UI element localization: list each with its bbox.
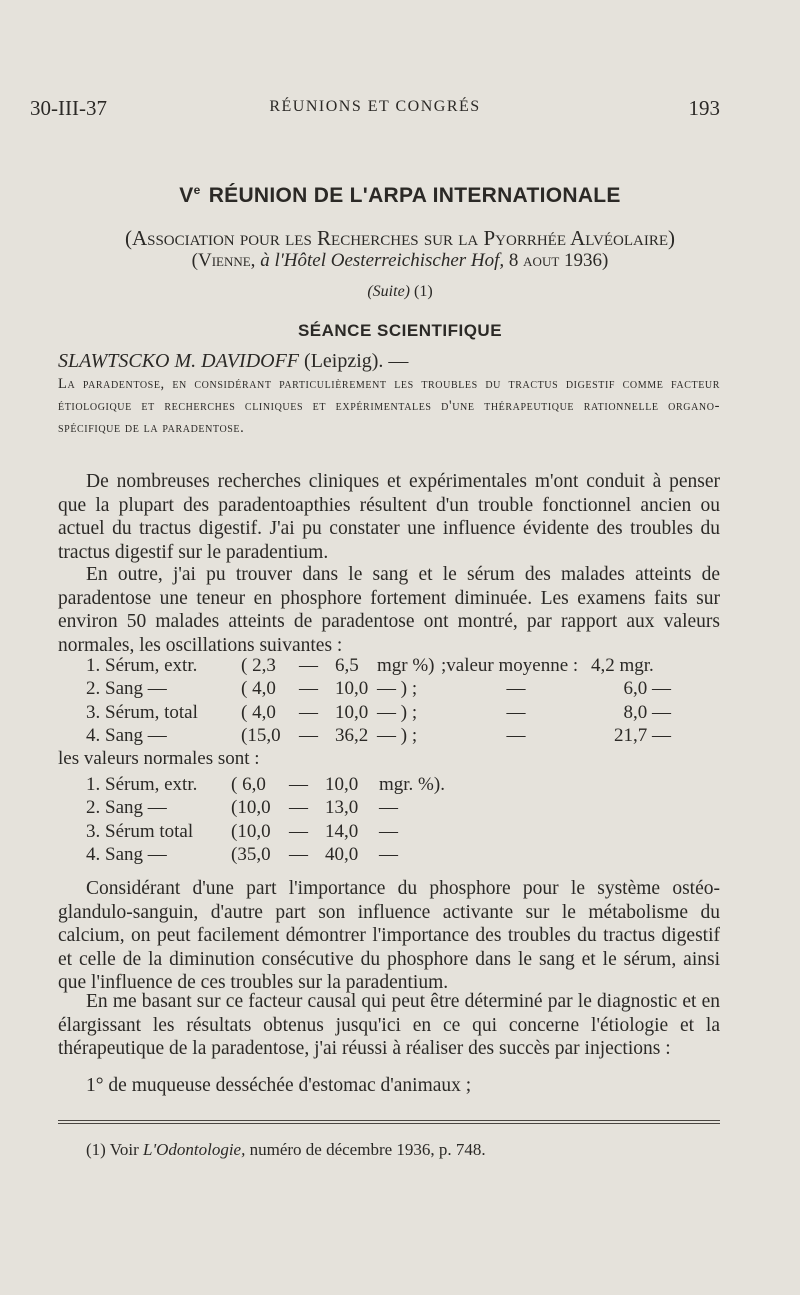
table-cell: (10,0 xyxy=(231,797,271,819)
title-text: RÉUNION DE L'ARPA INTERNATIONALE xyxy=(208,184,621,207)
footnote-journal: L'Odontologie, xyxy=(143,1140,246,1159)
footnote-rule-top xyxy=(58,1120,720,1121)
header-section: RÉUNIONS ET CONGRÉS xyxy=(269,98,481,115)
table-cell: 4. Sang — xyxy=(86,725,167,747)
paragraph-2-text: En outre, j'ai pu trouver dans le sang et le sérum des malades atteints de paradentose une teneur en phosphore fortement diminuée. Les examens faits sur environ 50 malades atteints de paradentose ont montré, par rapport aux valeurs normales, les oscillations suivantes : xyxy=(58,564,720,656)
table-cell: 1. Sérum, extr. xyxy=(86,654,198,676)
table-cell: 14,0 xyxy=(325,820,359,842)
table-cell: 2. Sang — xyxy=(86,797,167,819)
table-cell: — ) ; xyxy=(377,725,418,747)
title-superscript: e xyxy=(193,183,201,197)
table-cell: 21,7 — xyxy=(614,725,671,747)
table-cell: (15,0 xyxy=(241,725,281,747)
section-title: SÉANCE SCIENTIFIQUE xyxy=(297,321,503,340)
suite-italic: (Suite) xyxy=(367,283,410,300)
table-cell: 3. Sérum, total xyxy=(86,701,198,723)
table-cell: — ) ; xyxy=(377,678,418,700)
header-date: 30-III-37 xyxy=(30,96,107,120)
table-row xyxy=(86,701,671,725)
table-row xyxy=(86,797,445,821)
table-cell: 6,0 — xyxy=(623,678,671,700)
table-row xyxy=(86,678,671,702)
normal-values-label: les valeurs normales sont : xyxy=(58,748,260,769)
table-cell: — xyxy=(506,725,526,747)
page-number: 193 xyxy=(688,96,720,120)
author-name: SLAWTSCKO M. DAVIDOFF xyxy=(58,350,300,372)
table-cell: — xyxy=(299,701,318,723)
table-cell: — xyxy=(299,725,318,747)
table-cell: ( 4,0 xyxy=(241,678,276,700)
table-cell: mgr. %). xyxy=(379,773,445,795)
title-numeral: V xyxy=(179,184,194,207)
place-italic: à l'Hôtel Oesterreichischer Hof, xyxy=(260,250,505,271)
table-cell: 10,0 xyxy=(335,678,369,700)
table-cell: 8,0 — xyxy=(623,701,671,723)
table-cell: — xyxy=(379,844,398,866)
footnote xyxy=(86,1140,486,1160)
paper-title: La paradentose, en considérant particulièrement les troubles du tractus digestif comme facteur étiologique et recherches cliniques et expérimentales d'une thérapeutique rationnelle organo-spécifique de la paradentose. xyxy=(58,376,720,436)
suite-note: (1) xyxy=(414,283,433,300)
author-block xyxy=(58,350,720,439)
footnote-rest: numéro de décembre 1936, p. 748. xyxy=(249,1140,486,1159)
table-cell: ;valeur moyenne : xyxy=(441,654,579,676)
table-cell: — xyxy=(299,654,318,676)
table-cell: — xyxy=(379,820,398,842)
table-cell: — xyxy=(506,701,526,723)
footnote-prefix: Voir xyxy=(109,1140,139,1159)
table-cell: 2. Sang — xyxy=(86,678,167,700)
patient-values-table xyxy=(86,654,671,748)
list-item-1: 1° de muqueuse desséchée d'estomac d'animaux ; xyxy=(86,1075,472,1096)
table-cell: — xyxy=(506,678,526,700)
association-line: (Association pour les Recherches sur la Pyorrhée Alvéolaire) xyxy=(124,226,676,250)
table-cell: — xyxy=(289,844,308,866)
table-cell: mgr %) xyxy=(377,654,435,676)
table-cell: ( 4,0 xyxy=(241,701,276,723)
paragraph-4-text: En me basant sur ce facteur causal qui peut être déterminé par le diagnostic et en élargissant les résultats obtenus jusqu'ici en ce qui concerne l'étiologie et la thérapeutique de la paradentose, j'ai réussi à réaliser des succès par injections : xyxy=(58,991,720,1060)
table-row xyxy=(86,844,445,868)
table-row xyxy=(86,773,445,797)
author-city: (Leipzig). — xyxy=(304,350,409,372)
table-cell: 36,2 xyxy=(335,725,369,747)
table-cell: 4. Sang — xyxy=(86,844,167,866)
table-cell: — xyxy=(289,797,308,819)
running-head xyxy=(30,96,720,122)
table-cell: — xyxy=(379,797,398,819)
table-cell: 10,0 xyxy=(335,701,369,723)
table-cell: 4,2 mgr. xyxy=(591,654,654,676)
table-cell: 10,0 xyxy=(325,773,359,795)
table-cell: — ) ; xyxy=(377,701,418,723)
table-cell: 1. Sérum, extr. xyxy=(86,773,198,795)
table-cell: ( 2,3 xyxy=(241,654,276,676)
table-cell: — xyxy=(289,820,308,842)
table-row xyxy=(86,820,445,844)
meeting-title xyxy=(0,183,800,208)
paragraph-2 xyxy=(58,563,720,657)
table-row xyxy=(86,654,671,678)
table-cell: (10,0 xyxy=(231,820,271,842)
table-cell: ( 6,0 xyxy=(231,773,266,795)
table-cell: 6,5 xyxy=(335,654,359,676)
table-cell: — xyxy=(299,678,318,700)
table-cell: 40,0 xyxy=(325,844,359,866)
place-line xyxy=(0,250,800,272)
footnote-rule-bottom xyxy=(58,1123,720,1124)
paragraph-1 xyxy=(58,470,720,564)
suite-line xyxy=(0,283,800,301)
paragraph-3-text: Considérant d'une part l'importance du phosphore pour le système ostéo-glandulo-sanguin, d'autre part son influence activante sur le métabolisme du calcium, on peut facilement démontrer l'importance des troubles du tractus digestif et celle de la diminution consécutive du phosphore dans le sang et le sérum, ainsi que l'influence de ces troubles sur la paradentium. xyxy=(58,878,720,994)
table-cell: 3. Sérum total xyxy=(86,820,194,842)
table-cell: (35,0 xyxy=(231,844,271,866)
place-suffix: 8 aout 1936) xyxy=(508,250,609,271)
paragraph-4 xyxy=(58,990,720,1061)
table-row xyxy=(86,725,671,749)
paragraph-3 xyxy=(58,877,720,995)
place-prefix: (Vienne, xyxy=(191,250,256,271)
table-cell: — xyxy=(289,773,308,795)
table-cell: 13,0 xyxy=(325,797,359,819)
footnote-marker: (1) xyxy=(86,1140,106,1159)
normal-values-table xyxy=(86,773,445,867)
paragraph-1-text: De nombreuses recherches cliniques et expérimentales m'ont conduit à penser que la plupart des paradentoapthies résultent d'un trouble fonctionnel ancien ou actuel du tractus digestif. J'ai pu constater une influence évidente des troubles du tractus digestif sur le paradentium. xyxy=(58,471,720,563)
